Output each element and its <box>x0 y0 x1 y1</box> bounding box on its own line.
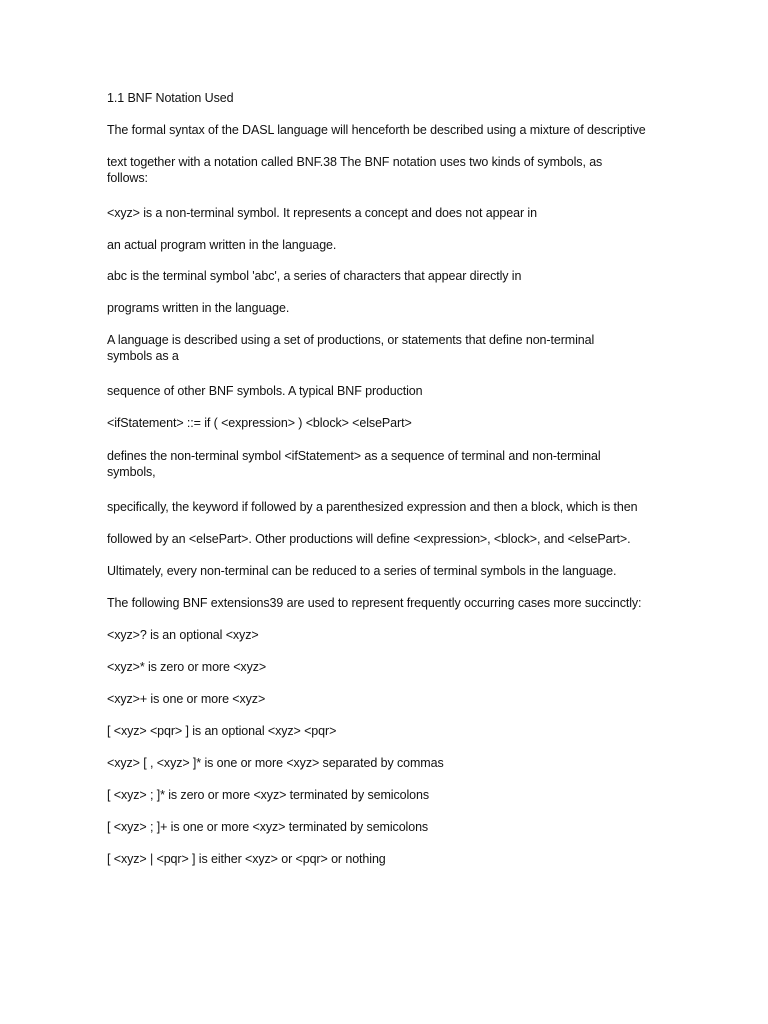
paragraph-line: specifically, the keyword if followed by a parenthesized expression and then a block, which is then <box>107 500 638 514</box>
paragraph-line: The formal syntax of the DASL language will henceforth be described using a mixture of descriptive <box>107 123 646 137</box>
bnf-extension-item: <xyz> [ , <xyz> ]* is one or more <xyz> separated by commas <box>107 756 444 770</box>
paragraph-line: <xyz> is a non-terminal symbol. It represents a concept and does not appear in <box>107 206 537 220</box>
paragraph-line: abc is the terminal symbol 'abc', a series of characters that appear directly in <box>107 269 522 283</box>
paragraph-line: defines the non-terminal symbol <ifStatement> as a sequence of terminal and non-terminal symbols, <box>107 449 601 479</box>
paragraph-line: The following BNF extensions39 are used to represent frequently occurring cases more succinctly: <box>107 596 642 610</box>
paragraph-line: sequence of other BNF symbols. A typical BNF production <box>107 384 423 398</box>
paragraph-line: an actual program written in the language. <box>107 238 337 252</box>
bnf-production-example: <ifStatement> ::= if ( <expression> ) <block> <elsePart> <box>107 416 412 430</box>
bnf-extension-item: [ <xyz> ; ]+ is one or more <xyz> terminated by semicolons <box>107 820 429 834</box>
bnf-extension-item: [ <xyz> ; ]* is zero or more <xyz> terminated by semicolons <box>107 788 430 802</box>
paragraph-line: followed by an <elsePart>. Other productions will define <expression>, <block>, and <elsePart>. <box>107 532 631 546</box>
paragraph-line: Ultimately, every non-terminal can be reduced to a series of terminal symbols in the language. <box>107 564 617 578</box>
paragraph-line: text together with a notation called BNF.38 The BNF notation uses two kinds of symbols, as follows: <box>107 155 603 185</box>
paragraph-line: A language is described using a set of productions, or statements that define non-terminal symbols as a <box>107 333 595 363</box>
bnf-extension-item: <xyz>+ is one or more <xyz> <box>107 692 266 706</box>
bnf-extension-item: <xyz>? is an optional <xyz> <box>107 628 259 642</box>
bnf-extension-item: <xyz>* is zero or more <xyz> <box>107 660 267 674</box>
bnf-extension-item: [ <xyz> <pqr> ] is an optional <xyz> <pqr> <box>107 724 337 738</box>
bnf-extension-item: [ <xyz> | <pqr> ] is either <xyz> or <pqr> or nothing <box>107 852 386 866</box>
section-heading: 1.1 BNF Notation Used <box>107 91 234 105</box>
paragraph-line: programs written in the language. <box>107 301 290 315</box>
